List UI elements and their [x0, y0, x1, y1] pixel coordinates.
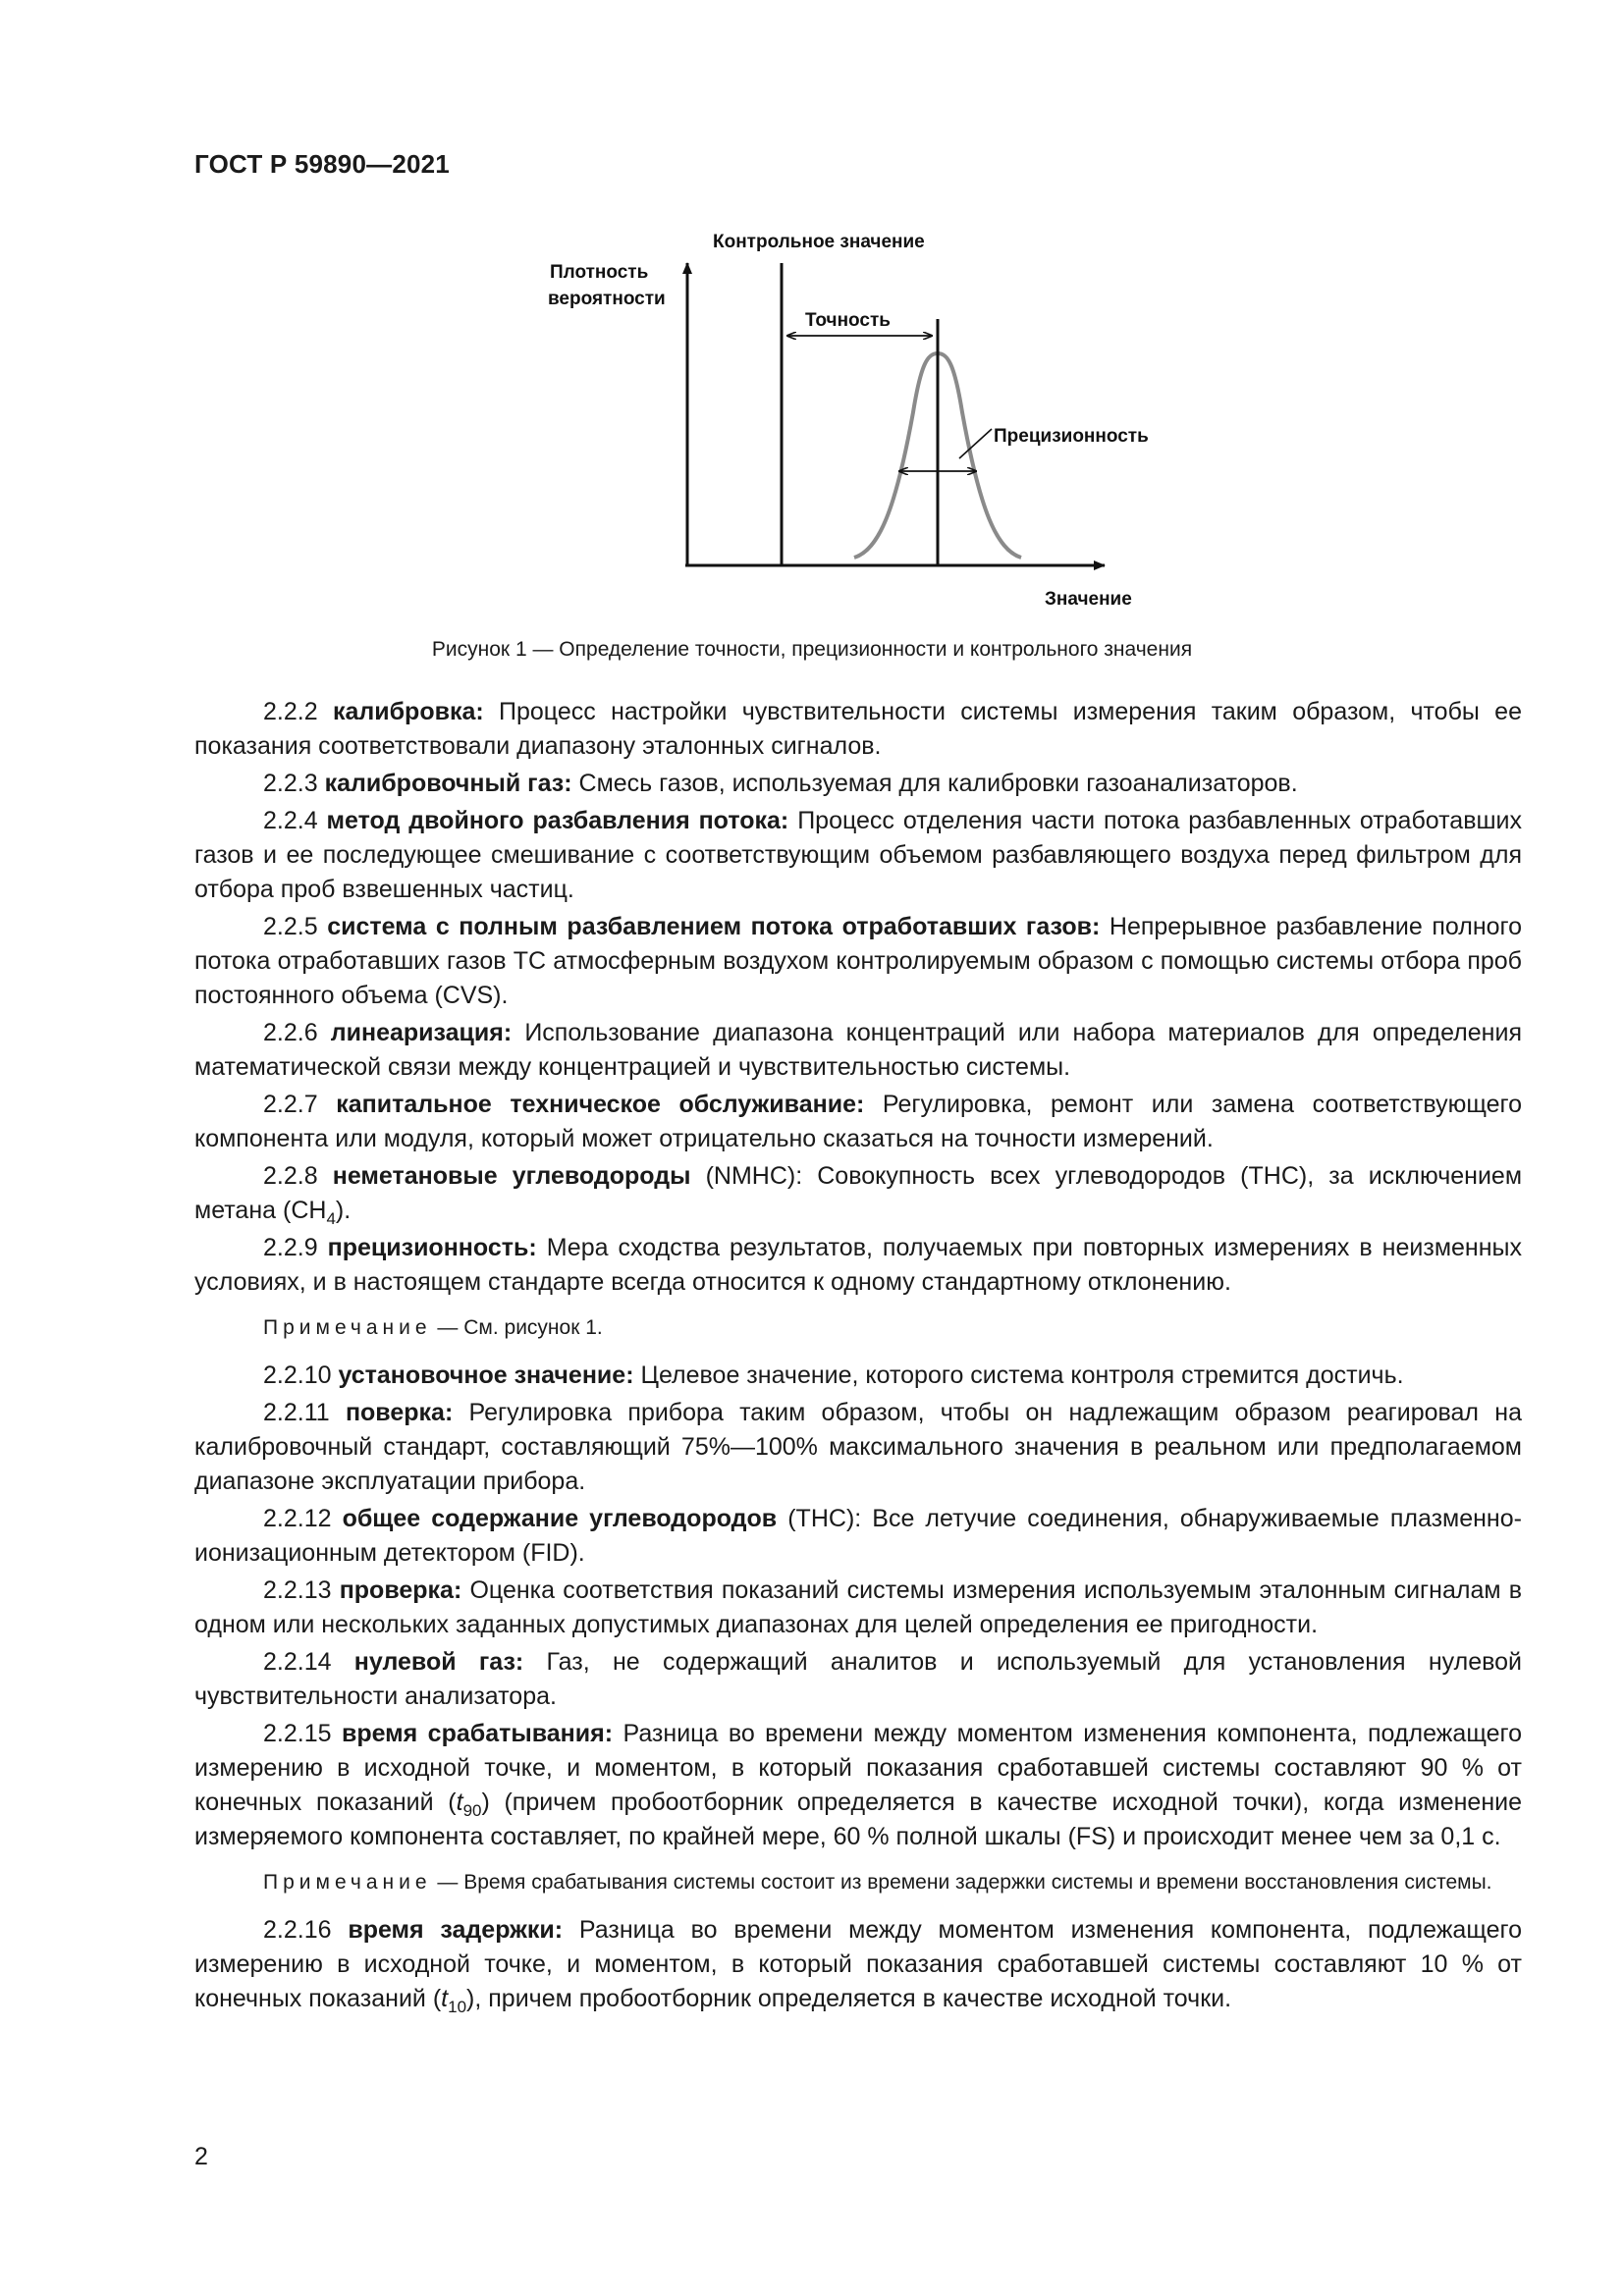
definition-text: Разница во времени между моментом изменения компонента, подлежащего измерению в исходной точке, и моментом, в который показания сработавшей системы составляют 10 % от конечных показаний (	[194, 1916, 1522, 2012]
definition-text: Процесс настройки чувствительности системы измерения таким образом, чтобы ее показания соответствовали диапазону эталонных сигналов.	[194, 698, 1522, 760]
definition-text: Непрерывное разбавление полного потока отработавших газов ТС атмосферным воздухом контролируемым образом с помощью системы отбора проб постоянного объема (CVS).	[194, 913, 1523, 1009]
subscript: 10	[448, 1998, 467, 2016]
note-label: Примечание	[263, 1871, 432, 1894]
definition-text: Регулировка, ремонт или замена соответствующего компонента или модуля, который может отрицательно сказаться на точности измерений.	[194, 1091, 1522, 1152]
clause-number: 2.2.5	[263, 913, 318, 940]
clause-number: 2.2.11	[263, 1399, 330, 1426]
term: время срабатывания:	[341, 1720, 614, 1747]
note-label: Примечание	[263, 1316, 432, 1339]
term: поверка:	[345, 1399, 454, 1426]
definition-text: Оценка соответствия показаний системы измерения используемым эталонным сигналам в одном или нескольких заданных допустимых диапазонах для целей определения ее пригодности.	[194, 1576, 1522, 1638]
definition-2-2-16	[194, 1913, 1522, 2016]
clause-number: 2.2.16	[263, 1916, 332, 1944]
term: неметановые углеводороды	[332, 1162, 691, 1190]
figure-1-diagram	[530, 216, 1178, 628]
definition-text: Регулировка прибора таким образом, чтобы он надлежащим образом реагировал на калибровочный стандарт, составляющий 75%—100% максимального значения в реальном или предполагаемом диапазоне эксплуатации прибора.	[194, 1399, 1522, 1495]
definition-2-2-2	[194, 695, 1522, 764]
definition-text: Мера сходства результатов, получаемых при повторных измерениях в неизменных условиях, и в настоящем стандарте всегда относится к одному стандартному отклонению.	[194, 1234, 1522, 1296]
figure-svg	[530, 216, 1178, 628]
clause-number: 2.2.7	[263, 1091, 318, 1118]
definition-2-2-15	[194, 1717, 1522, 1854]
note-text: — Время срабатывания системы состоит из времени задержки системы и времени восстановления системы.	[437, 1871, 1492, 1894]
definition-2-2-7	[194, 1088, 1522, 1156]
clause-number: 2.2.3	[263, 770, 318, 797]
definition-2-2-6	[194, 1016, 1522, 1085]
document-body	[194, 695, 1522, 2019]
term: нулевой газ:	[353, 1648, 524, 1676]
definition-2-2-4	[194, 804, 1522, 907]
definition-text: (NMHC): Совокупность всех углеводородов (THC), за исключением метана (CH	[194, 1162, 1523, 1224]
definition-2-2-12	[194, 1502, 1522, 1571]
definition-text: Газ, не содержащий аналитов и используемый для установления нулевой чувствительности анализатора.	[194, 1648, 1522, 1710]
page-number: 2	[194, 2143, 208, 2170]
definition-text: Смесь газов, используемая для калибровки газоанализаторов.	[578, 770, 1298, 797]
term: капитальное техническое обслуживание:	[336, 1091, 865, 1118]
definition-text: Процесс отделения части потока разбавленных отработавших газов и ее последующее смешивание с соответствующим объемом разбавляющего воздуха перед фильтром для отбора проб взвешенных частиц.	[194, 807, 1522, 903]
definition-2-2-14	[194, 1645, 1522, 1714]
definition-2-2-9	[194, 1231, 1522, 1300]
variable-t: t	[456, 1789, 463, 1816]
definition-text-end: ).	[335, 1197, 352, 1224]
definition-2-2-3	[194, 767, 1522, 801]
figure-caption: Рисунок 1 — Определение точности, прецизионности и контрольного значения	[431, 638, 1193, 661]
term: калибровка:	[332, 698, 484, 725]
note-response-time	[194, 1868, 1522, 1897]
clause-number: 2.2.14	[263, 1648, 332, 1676]
variable-t: t	[441, 1985, 449, 2012]
definition-text: Разница во времени между моментом изменения компонента, подлежащего измерению в исходной точке, и моментом, в который показания сработавшей системы составляют 90 % от конечных показаний (	[194, 1720, 1522, 1816]
term: метод двойного разбавления потока:	[326, 807, 789, 834]
definition-2-2-8	[194, 1159, 1522, 1228]
definition-2-2-5	[194, 910, 1522, 1013]
probability-density-label-line1: Плотность	[550, 262, 649, 283]
probability-density-label-line2: вероятности	[548, 289, 666, 309]
definition-text-end: ) (причем пробоотборник определяется в качестве исходной точки), когда изменение измеряемого компонента составляет, по крайней мере, 60 % полной шкалы (FS) и происходит менее чем за 0,1 с.	[194, 1789, 1523, 1850]
accuracy-label: Точность	[805, 310, 891, 331]
value-axis-label: Значение	[1045, 589, 1132, 610]
subscript: 4	[326, 1209, 336, 1228]
term: проверка:	[339, 1576, 462, 1604]
term: установочное значение:	[338, 1362, 634, 1389]
term: калибровочный газ:	[324, 770, 572, 797]
clause-number: 2.2.12	[263, 1505, 332, 1532]
clause-number: 2.2.9	[263, 1234, 318, 1261]
definition-2-2-13	[194, 1574, 1522, 1642]
precision-leader-line	[959, 429, 992, 458]
clause-number: 2.2.15	[263, 1720, 332, 1747]
definition-2-2-10	[194, 1359, 1522, 1393]
definition-text: Целевое значение, которого система контроля стремится достичь.	[640, 1362, 1404, 1389]
note-see-figure-1	[194, 1313, 1522, 1343]
term: общее содержание углеводородов	[342, 1505, 778, 1532]
term: прецизионность:	[327, 1234, 537, 1261]
definition-text: Использование диапазона концентраций или набора материалов для определения математической связи между концентрацией и чувствительностью системы.	[194, 1019, 1522, 1081]
subscript: 90	[462, 1801, 482, 1820]
note-text: — См. рисунок 1.	[437, 1316, 603, 1339]
definition-2-2-11	[194, 1396, 1522, 1499]
definition-text-end: ), причем пробоотборник определяется в качестве исходной точки.	[466, 1985, 1232, 2012]
term: линеаризация:	[330, 1019, 513, 1046]
reference-value-label: Контрольное значение	[713, 232, 925, 252]
clause-number: 2.2.6	[263, 1019, 318, 1046]
term: система с полным разбавлением потока отработавших газов:	[327, 913, 1101, 940]
document-code-header: ГОСТ Р 59890—2021	[194, 149, 450, 179]
clause-number: 2.2.2	[263, 698, 318, 725]
precision-label: Прецизионность	[994, 426, 1149, 447]
clause-number: 2.2.8	[263, 1162, 318, 1190]
clause-number: 2.2.10	[263, 1362, 332, 1389]
term: время задержки:	[348, 1916, 564, 1944]
definition-text: (THC): Все летучие соединения, обнаруживаемые плазменно-ионизационным детектором (FID).	[194, 1505, 1522, 1567]
clause-number: 2.2.13	[263, 1576, 332, 1604]
clause-number: 2.2.4	[263, 807, 318, 834]
